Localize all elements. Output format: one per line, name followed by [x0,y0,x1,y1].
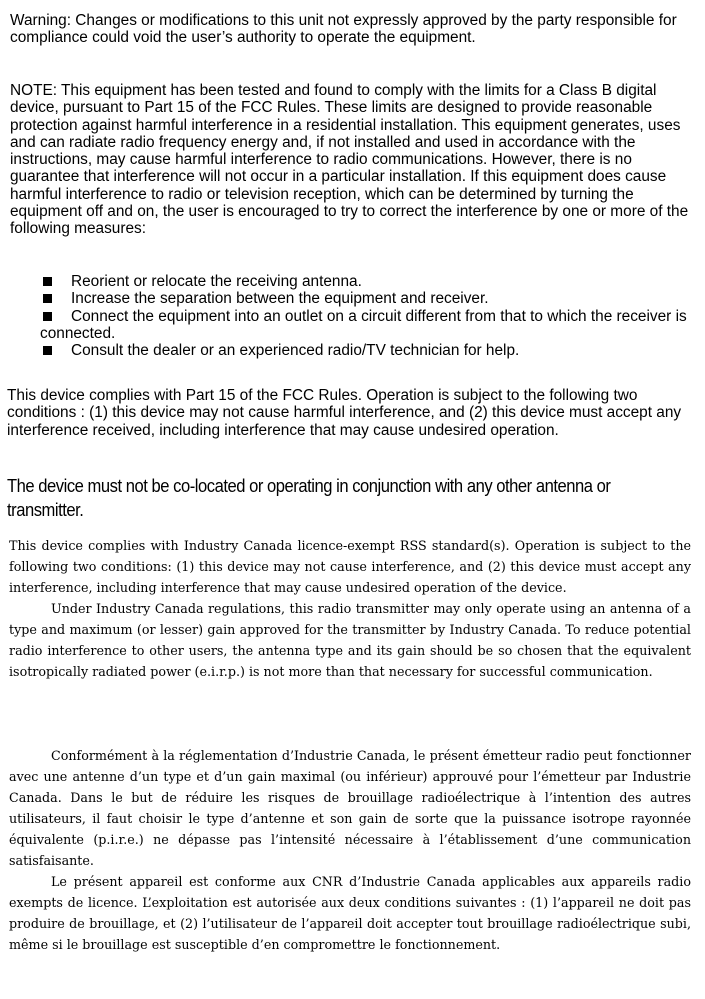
ic-en-paragraph-2: Under Industry Canada regulations, this radio transmitter may only operate using an antenna of a type and maximum (or lesser) gain approved for the transmitter by Industry Canada. To reduce potential radio interference to other users, the antenna type and its gain should be so chosen that the equivalent isotropically radiated power (e.i.r.p.) is not more than that necessary for successful communication. [9,601,691,679]
colocation-text: The device must not be co-located or operating in conjunction with any other antenna or transmitter. [7,476,611,520]
ic-en-paragraph-1: This device complies with Industry Canada licence-exempt RSS standard(s). Operation is subject to the following two conditions: (1) this device may not cause interference, and (2) this device must accept any interference, including interference that may cause undesired operation of the device. [9,538,691,595]
fcc-part15-statement [7,387,697,439]
note-text: NOTE: This equipment has been tested and found to comply with the limits for a Class B digital device, pursuant to Part 15 of the FCC Rules. These limits are designed to provide reasonable protection against harmful interference in a residential installation. This equipment generates, uses and can radiate radio frequency energy and, if not installed and used in accordance with the instructions, may cause harmful interference to radio communications. However, there is no guarantee that interference will not occur in a particular installation. If this equipment does cause harmful interference to radio or television reception, which can be determined by turning the equipment off and on, the user is encouraged to try to correct the interference by one or more of the following measures: [10,82,689,238]
ic-fr-paragraph-1: Conformément à la réglementation d’Industrie Canada, le présent émetteur radio peut fonctionner avec une antenne d’un type et d’un gain maximal (ou inférieur) approuvé pour l’émetteur par Industrie Canada. Dans le but de réduire les risques de brouillage radioélectrique à l’intention des autres utilisateurs, il faut choisir le type d’antenne et son gain de sorte que la puissance isotrope rayonnée équivalente (p.i.r.e.) ne dépasse pas l’intensité nécessaire à l’établissement d’une communication satisfaisante. [9,748,691,868]
ic-fr-paragraph-2: Le présent appareil est conforme aux CNR d’Industrie Canada applicables aux appareils radio exempts de licence. L’exploitation est autorisée aux deux conditions suivantes : (1) l’appareil ne doit pas produire de brouillage, et (2) l’utilisateur de l’appareil doit accepter tout brouillage radioélectrique subi, même si le brouillage est susceptible d’en compromettre le fonctionnement. [9,874,691,952]
square-bullet-icon [43,294,52,303]
fcc-warning [10,12,700,47]
square-bullet-icon [43,346,52,355]
industry-canada-french [9,745,691,955]
list-item: Connect the equipment into an outlet on a circuit different from that to which the receiver is connected. [40,307,687,342]
list-item: Reorient or relocate the receiving antenna. [40,273,700,290]
list-item: Increase the separation between the equipment and receiver. [40,290,700,307]
part15-text: This device complies with Part 15 of the FCC Rules. Operation is subject to the following two conditions : (1) this device may not cause harmful interference, and (2) this device must accept any interference received, including interference that may cause undesired operation. [7,387,682,439]
industry-canada-english [9,535,691,682]
list-item: Consult the dealer or an experienced radio/TV technician for help. [40,342,700,359]
fcc-note [10,82,700,238]
warning-text: Warning: Changes or modifications to this unit not expressly approved by the party responsible for compliance could void the user’s authority to operate the equipment. [10,12,677,47]
square-bullet-icon [43,312,52,321]
square-bullet-icon [43,277,52,286]
measures-list [40,273,700,359]
colocation-statement [7,474,688,522]
